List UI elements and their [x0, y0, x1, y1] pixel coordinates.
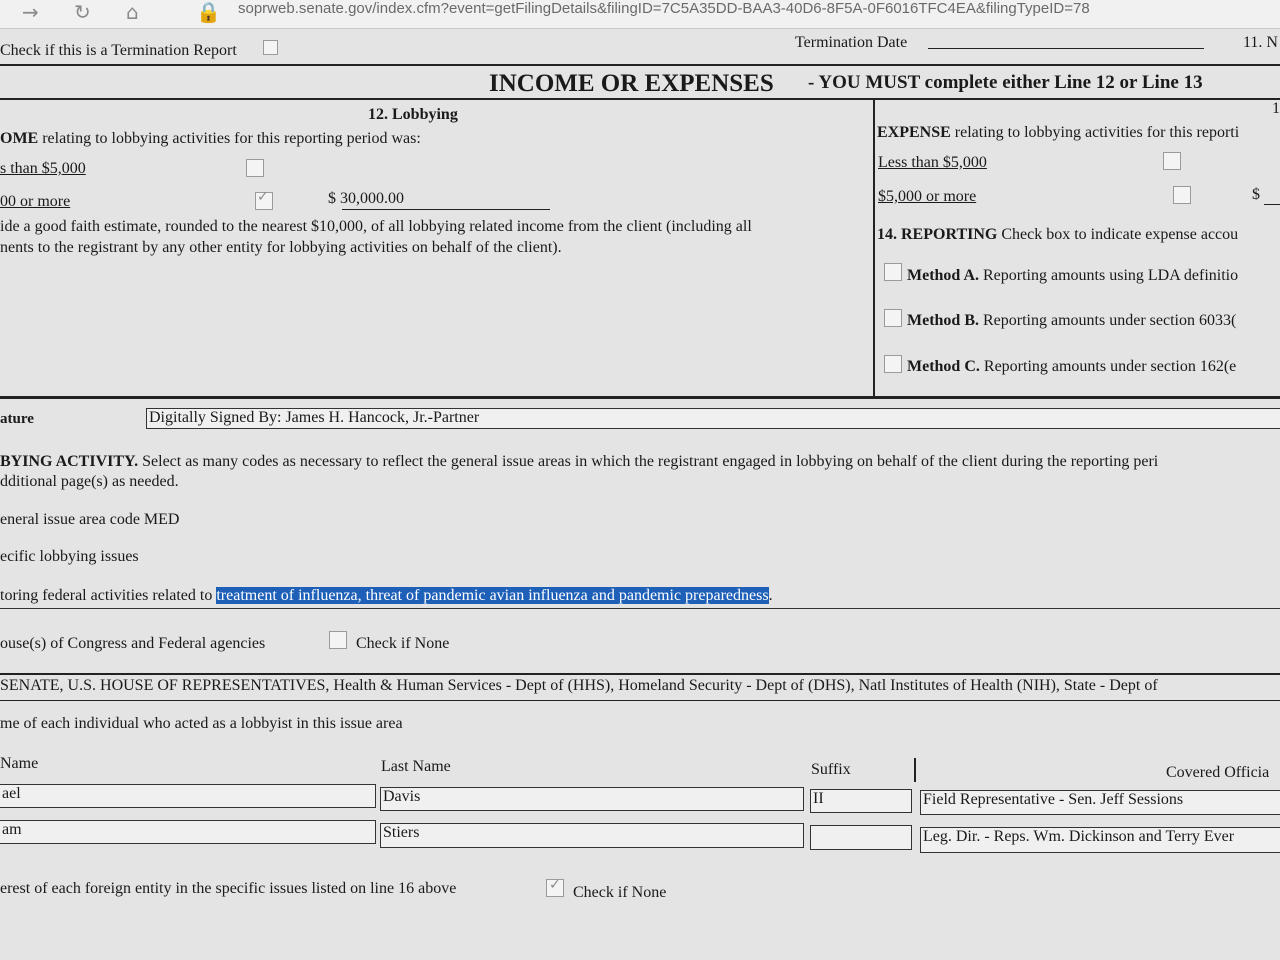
method-c-label: Method C. Reporting amounts under section 162(e [907, 358, 1237, 375]
specific-issues-suffix: . [768, 587, 773, 604]
lobbyist-first-name-field[interactable]: ael [0, 784, 376, 808]
method-a-label: Method A. Reporting amounts using LDA definitio [907, 267, 1239, 284]
lobbyist-suffix-field[interactable] [810, 825, 912, 850]
home-icon[interactable]: ⌂ [126, 0, 139, 24]
termination-report-checkbox[interactable] [263, 40, 278, 55]
method-c-checkbox[interactable] [884, 355, 902, 373]
income-less-than-label: s than $5,000 [0, 160, 86, 177]
specific-issues-label: ecific lobbying issues [0, 548, 139, 565]
column-first-name: Name [0, 755, 39, 772]
specific-issues-field[interactable] [0, 587, 1280, 609]
expense-less-than-checkbox[interactable] [1163, 152, 1181, 170]
checkmark-icon: ✓ [257, 189, 269, 205]
divider [0, 64, 1280, 66]
divider [0, 673, 1280, 675]
houses-agencies-label: ouse(s) of Congress and Federal agencies [0, 635, 266, 652]
column-divider [914, 758, 916, 782]
specific-issues-selected-text: treatment of influenza, threat of pandemic avian influenza and pandemic preparedness [216, 587, 769, 604]
foreign-check-if-none-label: Check if None [573, 884, 667, 901]
lobbying-heading: 12. Lobbying [368, 106, 458, 123]
section-divider [873, 100, 875, 398]
termination-date-field[interactable] [928, 48, 1204, 49]
income-statement: OME relating to lobbying activities for this reporting period was: [0, 130, 421, 147]
forward-arrow-icon[interactable]: → [22, 0, 39, 24]
income-amount[interactable]: $ 30,000.00 [328, 190, 404, 207]
divider [0, 396, 1280, 399]
expense-statement: EXPENSE relating to lobbying activities for this reporti [877, 124, 1240, 141]
lobbyist-covered-position-field[interactable]: Leg. Dir. - Reps. Wm. Dickinson and Terry Ever [920, 827, 1280, 853]
line11-label: 11. N [1243, 34, 1278, 51]
houses-check-if-none-checkbox[interactable] [329, 631, 347, 649]
termination-date-label: Termination Date [795, 34, 908, 51]
expense-less-than-label: Less than $5,000 [878, 154, 987, 171]
signature-field[interactable]: Digitally Signed By: James H. Hancock, Jr.-Partner [146, 408, 1280, 429]
browser-toolbar [0, 0, 1280, 29]
lobbyist-last-name-field[interactable]: Stiers [380, 823, 804, 848]
foreign-entity-label: erest of each foreign entity in the specific issues listed on line 16 above [0, 880, 457, 897]
agencies-text: SENATE, U.S. HOUSE OF REPRESENTATIVES, Health & Human Services - Dept of (HHS), Homeland Security - Dept of (DHS), Natl Institutes of Health (NIH), State - Dept of [0, 677, 1158, 694]
activity-heading: BYING ACTIVITY. Select as many codes as necessary to reflect the general issue areas in which the registrant engaged in lobbying on behalf of the client during the reporting peri [0, 453, 1159, 470]
lobbyist-suffix-field[interactable]: II [810, 789, 912, 813]
activity-heading-line2: dditional page(s) as needed. [0, 473, 179, 490]
signature-label: ature [0, 411, 34, 427]
income-more-label: 00 or more [0, 193, 71, 210]
income-less-than-checkbox[interactable] [246, 159, 264, 177]
method-a-checkbox[interactable] [884, 263, 902, 281]
column-last-name: Last Name [381, 758, 451, 775]
income-expenses-title: INCOME OR EXPENSES [489, 70, 774, 97]
expense-amount-field[interactable] [1264, 204, 1280, 205]
termination-report-label: Check if this is a Termination Report [0, 42, 237, 59]
divider [0, 98, 1280, 100]
agencies-underline [0, 700, 1280, 701]
expense-dollar: $ [1252, 186, 1260, 203]
lobbyist-label: me of each individual who acted as a lobbyist in this issue area [0, 715, 403, 732]
lock-icon: 🔒 [196, 0, 221, 24]
reload-icon[interactable]: ↻ [74, 0, 91, 24]
method-b-label: Method B. Reporting amounts under section 6033( [907, 312, 1237, 329]
income-more-checkbox[interactable] [255, 189, 273, 210]
column-suffix: Suffix [811, 761, 851, 778]
specific-issues-prefix: toring federal activities related to [0, 587, 217, 604]
income-expenses-subtitle: - YOU MUST complete either Line 12 or Line 13 [808, 72, 1203, 93]
checkmark-icon: ✓ [549, 877, 561, 893]
income-amount-underline [342, 209, 550, 210]
lobbyist-last-name-field[interactable]: Davis [380, 787, 804, 811]
section13-number: 1 [1272, 100, 1280, 117]
estimate-text-line2: nents to the registrant by any other entity for lobbying activities on behalf of the client). [0, 239, 562, 256]
column-covered-official: Covered Officia [1166, 764, 1270, 781]
houses-check-if-none-label: Check if None [356, 635, 450, 652]
lobbyist-covered-position-field[interactable]: Field Representative - Sen. Jeff Sessions [920, 790, 1280, 815]
reporting-statement: 14. REPORTING Check box to indicate expense accou [877, 226, 1239, 243]
method-b-checkbox[interactable] [884, 309, 902, 327]
expense-more-checkbox[interactable] [1173, 186, 1191, 204]
foreign-check-if-none-checkbox[interactable] [546, 879, 564, 897]
issue-code-label: eneral issue area code MED [0, 511, 180, 528]
expense-more-label: $5,000 or more [878, 188, 977, 205]
address-bar[interactable]: soprweb.senate.gov/index.cfm?event=getFilingDetails&filingID=7C5A35DD-BAA3-40D6-8F5A-0F6016TFC4EA&filingTypeID=78 [238, 0, 1090, 17]
lobbyist-first-name-field[interactable]: am [0, 820, 376, 844]
estimate-text-line1: ide a good faith estimate, rounded to the nearest $10,000, of all lobbying related income from the client (including all [0, 218, 752, 235]
